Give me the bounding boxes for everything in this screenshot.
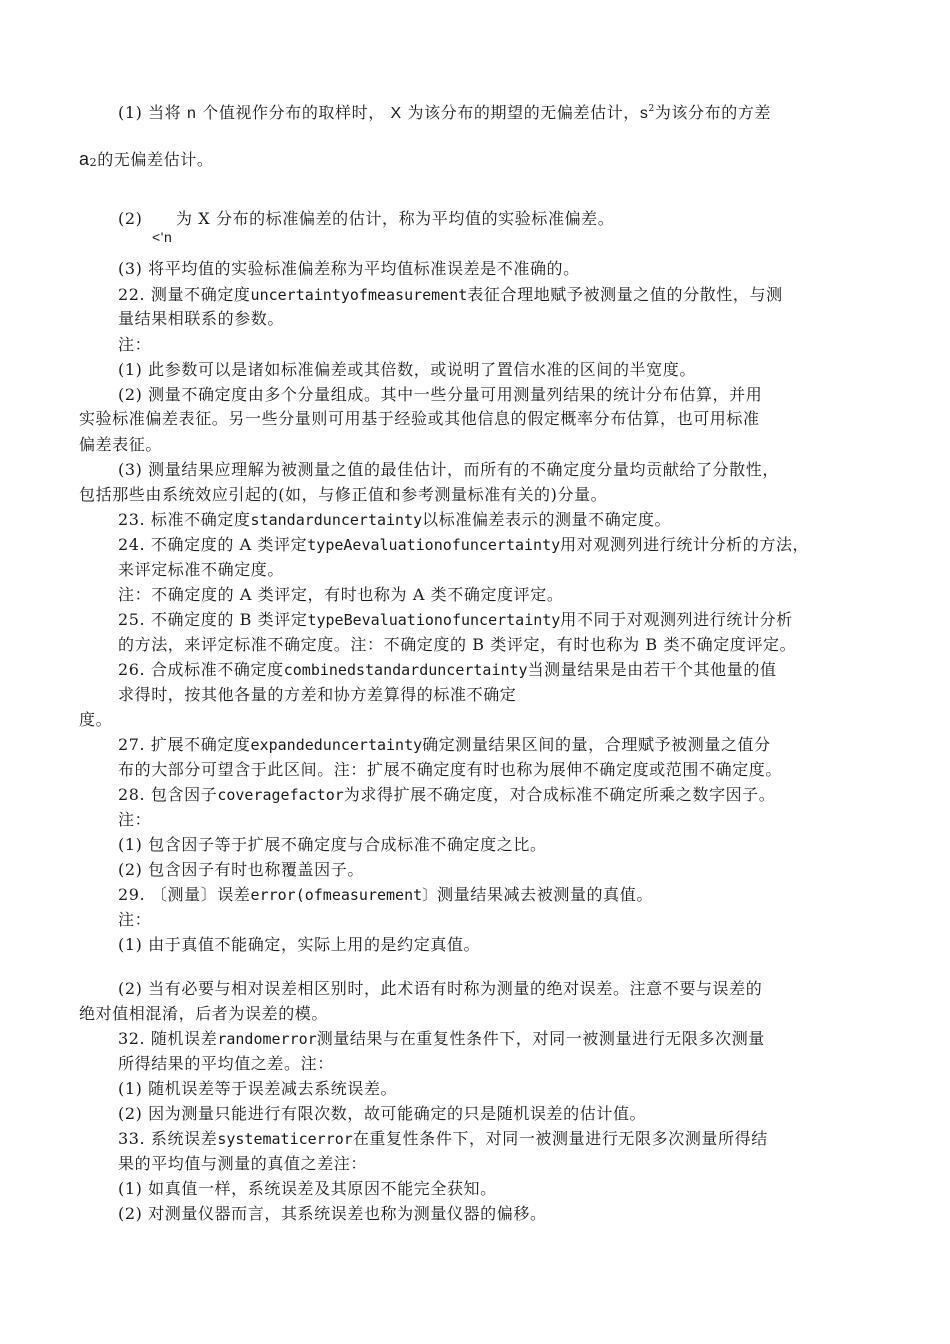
term-25-line-1: 25. 不确定度的 B 类评定typeBevaluationofuncertainty用不同于对观测列进行统计分析 [118, 610, 793, 629]
note-line: (2) 对测量仪器而言，其系统误差也称为测量仪器的偏移。 [118, 1204, 547, 1223]
term-28-line: 28. 包含因子coveragefactor为求得扩展不确定度，对合成标准不确定所乘之数字因子。 [118, 785, 776, 804]
term-32-line-1: 32. 随机误差randomerror测量结果与在重复性条件下，对同一被测量进行无限多次测量 [118, 1029, 765, 1048]
note-line: (3) 测量结果应理解为被测量之值的最佳估计，而所有的不确定度分量均贡献给了分散性， [118, 460, 779, 479]
term-23-line: 23. 标准不确定度standarduncertainty以标准偏差表示的测量不确定度。 [118, 510, 672, 529]
term-26-line-1: 26. 合成标准不确定度combinedstandarduncertainty当测量结果是由若干个其他量的值 [118, 660, 777, 679]
note-1-expectation-line: (1) 当将 n 个值视作分布的取样时， X 为该分布的期望的无偏差估计，$s^2$为该分布的方差 [118, 103, 772, 122]
note-line: (1) 随机误差等于误差减去系统误差。 [118, 1079, 398, 1098]
note-heading: 注： [118, 810, 152, 829]
term-33-line-1: 33. 系统误差systematicerror在重复性条件下，对同一被测量进行无限多次测量所得结 [118, 1129, 768, 1148]
note-1-variance-line: a2的无偏差估计。 [79, 149, 214, 169]
term-22-line-2: 量结果相联系的参数。 [118, 309, 285, 328]
term-24-line-2: 来评定标准不确定度。 [118, 560, 285, 579]
note-2-text: 为 X 分布的标准偏差的估计，称为平均值的实验标准偏差。 [176, 209, 615, 228]
note-line: (2) 因为测量只能进行有限次数，故可能确定的只是随机误差的估计值。 [118, 1104, 647, 1123]
note-line: (1) 如真值一样，系统误差及其原因不能完全获知。 [118, 1179, 497, 1198]
term-27-line-2: 布的大部分可望含于此区间。注：扩展不确定度有时也称为展伸不确定度或范围不确定度。 [118, 760, 783, 779]
note-line-continued: 偏差表征。 [79, 435, 163, 454]
term-26-line-3: 度。 [79, 710, 113, 729]
term-32-line-2: 所得结果的平均值之差。注： [118, 1054, 334, 1073]
note-heading: 注： [118, 335, 152, 354]
formula-fragment: <'n [152, 229, 173, 245]
term-25-line-2: 的方法，来评定标准不确定度。注：不确定度的 B 类评定，有时也称为 B 类不确定度评定。 [118, 635, 797, 654]
note-heading: 注： [118, 910, 152, 929]
note-line: 注：不确定度的 A 类评定，有时也称为 A 类不确定度评定。 [118, 585, 564, 604]
note-line: (1) 此参数可以是诸如标准偏差或其倍数，或说明了置信水准的区间的半宽度。 [118, 360, 696, 379]
term-26-line-2: 求得时，按其他各量的方差和协方差算得的标准不确定 [118, 685, 517, 704]
note-line-continued: 绝对值相混淆，后者为误差的模。 [79, 1004, 329, 1023]
note-line: (2) 测量不确定度由多个分量组成。其中一些分量可用测量列结果的统计分布估算，并用 [118, 385, 763, 404]
term-29-line: 29. 〔测量〕误差error(ofmeasurement〕测量结果减去被测量的真值。 [118, 885, 653, 904]
note-line-continued: 包括那些由系统效应引起的(如，与修正值和参考测量标准有关的)分量。 [79, 485, 608, 504]
note-3-line: (3) 将平均值的实验标准偏差称为平均值标准误差是不准确的。 [118, 259, 580, 278]
note-line: (1) 由于真值不能确定，实际上用的是约定真值。 [118, 935, 481, 954]
note-line: (2) 包含因子有时也称覆盖因子。 [118, 860, 364, 879]
term-24-line-1: 24. 不确定度的 A 类评定typeAevaluationofuncertainty用对观测列进行统计分析的方法， [118, 535, 810, 554]
term-27-line-1: 27. 扩展不确定度expandeduncertainty确定测量结果区间的量，合理赋予被测量之值分 [118, 735, 771, 754]
term-33-line-2: 果的平均值与测量的真值之差注： [118, 1154, 368, 1173]
note-2-label: (2) [118, 209, 143, 228]
note-line: (2) 当有必要与相对误差相区别时，此术语有时称为测量的绝对误差。注意不要与误差的 [118, 979, 763, 998]
note-line: (1) 包含因子等于扩展不确定度与合成标准不确定度之比。 [118, 835, 547, 854]
term-22-line-1: 22. 测量不确定度uncertaintyofmeasurement表征合理地赋予被测量之值的分散性，与测 [118, 285, 783, 304]
note-line-continued: 实验标准偏差表征。另一些分量则可用基于经验或其他信息的假定概率分布估算，也可用标准 [79, 409, 760, 428]
